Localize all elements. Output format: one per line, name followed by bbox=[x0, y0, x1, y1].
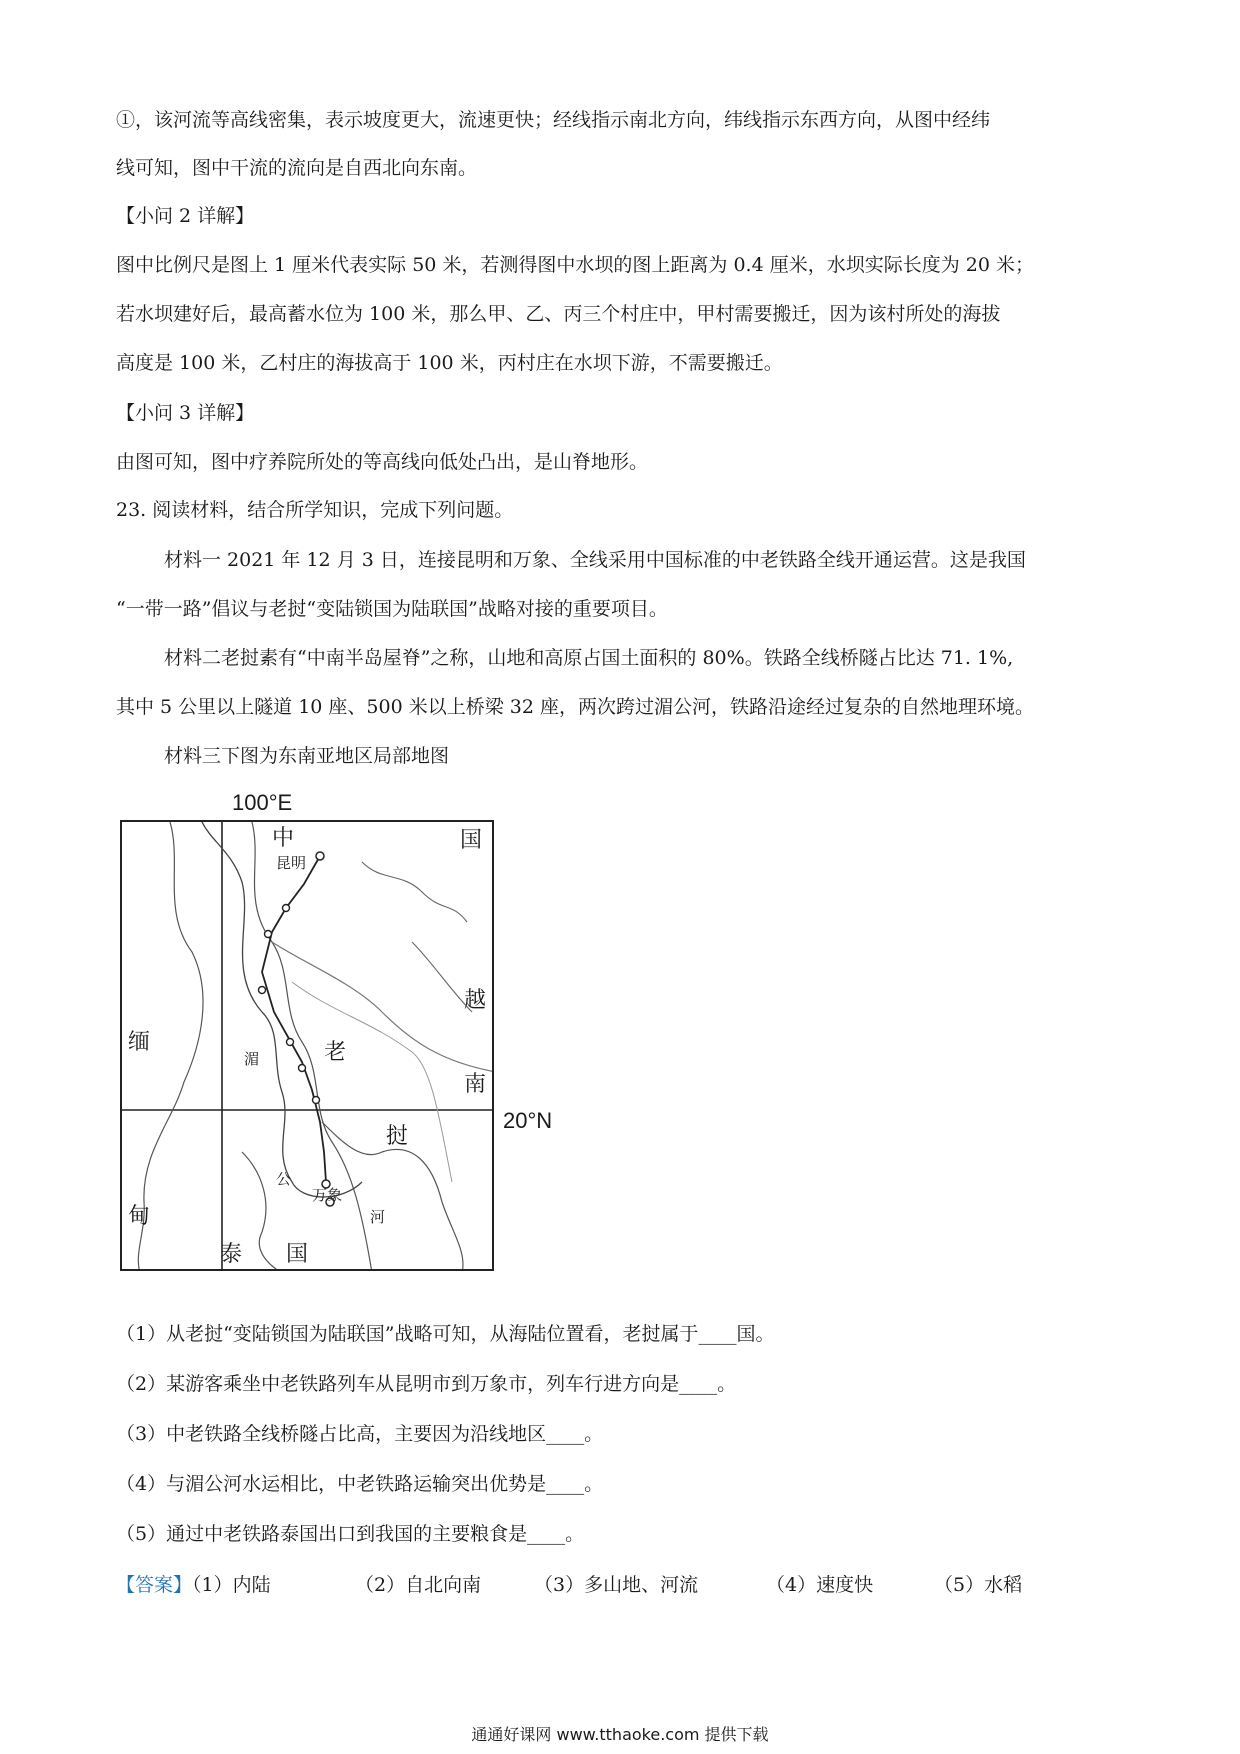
answer-tag: 【答案】 bbox=[116, 1574, 193, 1596]
material-line: 材料二老挝素有“中南半岛屋脊”之称，山地和高原占国土面积的 80%。铁路全线桥隧占比达 71. 1%, bbox=[164, 647, 1014, 669]
map-label-vientiane: 万象 bbox=[312, 1187, 343, 1204]
map-label-china-2: 国 bbox=[460, 827, 483, 852]
border-line bbox=[412, 942, 472, 1012]
question-item: （2）某游客乘坐中老铁路列车从昆明市到万象市，列车行进方向是____。 bbox=[116, 1373, 737, 1395]
section-heading: 【小问 2 详解】 bbox=[116, 205, 255, 227]
question-item: （3）中老铁路全线桥隧占比高，主要因为沿线地区____。 bbox=[116, 1423, 604, 1445]
question-item: （5）通过中老铁路泰国出口到我国的主要粮食是____。 bbox=[116, 1523, 585, 1545]
station bbox=[299, 1065, 306, 1072]
answer-row bbox=[116, 1572, 271, 1598]
china-laos-railway bbox=[262, 856, 326, 1182]
page-footer: 通通好课网 www.tthaoke.com 提供下载 bbox=[471, 1725, 769, 1744]
station bbox=[265, 931, 272, 938]
answer-item: （1）内陆 bbox=[192, 1574, 271, 1596]
text-line: ①，该河流等高线密集，表示坡度更大，流速更快；经线指示南北方向，纬线指示东西方向，从图中经纬 bbox=[116, 109, 991, 131]
map-lines bbox=[122, 822, 494, 1271]
map-label-mekong-2: 公 bbox=[276, 1171, 292, 1188]
map-label-vietnam-2: 南 bbox=[464, 1071, 487, 1096]
map-label-laos-2: 挝 bbox=[386, 1123, 409, 1148]
text-line: 若水坝建好后，最高蓄水位为 100 米，那么甲、乙、丙三个村庄中，甲村需要搬迁，因为该村所处的海拔 bbox=[116, 303, 1001, 325]
text-line: 图中比例尺是图上 1 厘米代表实际 50 米，若测得图中水坝的图上距离为 0.4 厘米，水坝实际长度为 20 米； bbox=[116, 254, 1034, 276]
material-line: 材料三下图为东南亚地区局部地图 bbox=[164, 745, 450, 767]
map-label-mekong-1: 湄 bbox=[244, 1051, 260, 1068]
map-label-thailand-1: 泰 bbox=[220, 1241, 243, 1266]
question-item: （4）与湄公河水运相比，中老铁路运输突出优势是____。 bbox=[116, 1473, 604, 1495]
station bbox=[259, 987, 266, 994]
material-line: 材料一 2021 年 12 月 3 日，连接昆明和万象、全线采用中国标准的中老铁路全线开通运营。这是我国 bbox=[164, 549, 1026, 571]
answer-item: （4）速度快 bbox=[766, 1574, 874, 1596]
answer-item: （2）自北向南 bbox=[355, 1574, 482, 1596]
map-label-mekong-3: 河 bbox=[370, 1209, 386, 1226]
latitude-label: 20°N bbox=[503, 1108, 553, 1133]
southeast-asia-map bbox=[120, 820, 494, 1271]
answer-item: （5）水稻 bbox=[934, 1574, 1023, 1596]
question-heading: 23. 阅读材料，结合所学知识，完成下列问题。 bbox=[116, 499, 514, 521]
map-label-vietnam-1: 越 bbox=[464, 987, 487, 1012]
material-line: “一带一路”倡议与老挝“变陆锁国为陆联国”战略对接的重要项目。 bbox=[116, 598, 668, 620]
border-line bbox=[362, 862, 467, 922]
map-label-china-1: 中 bbox=[272, 825, 295, 850]
text-line: 高度是 100 米，乙村庄的海拔高于 100 米，丙村庄在水坝下游，不需要搬迁。 bbox=[116, 352, 783, 374]
map-label-myanmar-1: 缅 bbox=[128, 1029, 151, 1054]
station bbox=[283, 905, 290, 912]
text-line: 线可知，图中干流的流向是自西北向东南。 bbox=[116, 157, 478, 179]
border-line bbox=[272, 942, 494, 1072]
answer-item: （3）多山地、河流 bbox=[534, 1574, 699, 1596]
map-label-thailand-2: 国 bbox=[286, 1241, 309, 1266]
longitude-label: 100°E bbox=[232, 790, 293, 815]
map-label-laos-1: 老 bbox=[324, 1039, 347, 1064]
section-heading: 【小问 3 详解】 bbox=[116, 402, 255, 424]
text-line: 由图可知，图中疗养院所处的等高线向低处凸出，是山脊地形。 bbox=[116, 451, 649, 473]
question-item: （1）从老挝“变陆锁国为陆联国”战略可知，从海陆位置看，老挝属于____国。 bbox=[116, 1323, 775, 1345]
map-label-kunming: 昆明 bbox=[276, 855, 307, 872]
map-label-myanmar-2: 甸 bbox=[128, 1203, 151, 1228]
station-kunming bbox=[316, 852, 324, 860]
station bbox=[313, 1097, 320, 1104]
material-line: 其中 5 公里以上隧道 10 座、500 米以上桥梁 32 座，两次跨过湄公河，铁路沿途经过复杂的自然地理环境。 bbox=[116, 696, 1034, 718]
station bbox=[287, 1039, 294, 1046]
